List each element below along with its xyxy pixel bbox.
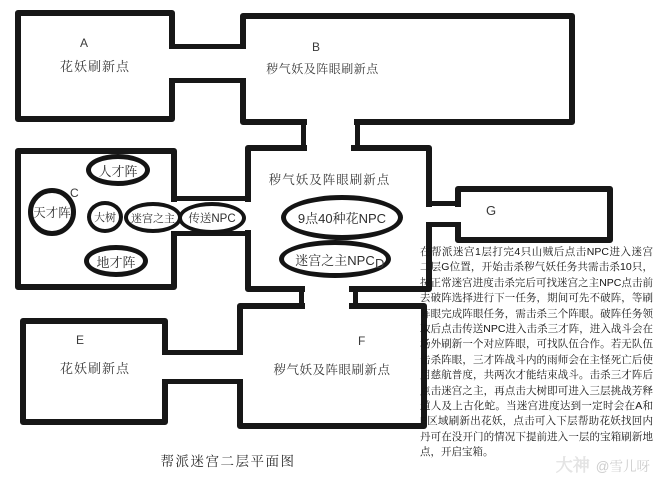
opening-d-top [307,142,351,154]
room-f-letter: F [358,334,366,348]
opening-d-bottom [305,283,349,295]
node-dicai-zhen: 地才阵 [84,245,148,277]
corridor-d-f-wall-left [299,289,304,307]
corridor-b-d-wall-right [355,122,360,148]
node-tiancai-zhen: 天才阵 [28,188,76,236]
room-b-letter: B [312,40,321,54]
opening-f-left [234,355,246,379]
corridor-a-b-wall-top [169,44,243,49]
room-d-text: 秽气妖及阵眼刷新点 [268,173,391,187]
room-a-letter: A [80,36,89,50]
room-e-letter: E [76,333,85,347]
opening-e-right [158,355,170,379]
node-migong-zhizhu: 迷宫之主 [124,202,182,233]
corridor-e-f-wall-top [162,350,240,355]
diagram-caption: 帮派迷宫二层平面图 [160,454,296,469]
corridor-a-b-wall-bottom [169,78,243,83]
corridor-d-g-wall-top [428,201,458,206]
node-zhonghua-npc: 9点40种花NPC [281,195,403,240]
room-e-text: 花妖刷新点 [59,361,130,376]
opening-d-right [426,207,438,222]
corridor-c-d-wall-top [171,196,249,201]
watermark [520,451,650,476]
corridor-d-g-wall-bottom [428,222,458,227]
node-rencai-zhen: 人才阵 [86,154,150,186]
opening-b-bottom [307,116,354,128]
node-da-shu: 大树 [87,201,123,233]
room-a-text: 花妖刷新点 [59,59,130,74]
corridor-d-f-wall-right [353,289,358,307]
watermark-brand: 大神 [555,456,590,475]
opening-g-left [452,207,464,222]
corridor-e-f-wall-bottom [162,379,240,384]
opening-f-top [305,300,349,312]
guide-notes: 在帮派迷宫1层打完4只山贼后点击NPC进入迷宫二层G位置，开始击杀秽气妖任务共需击杀10只，按正常迷宫进度击杀完后可找迷宫之主NPC点击前去破阵选择进行下一任务，期间可先不破阵，等刷阵眼完成阵眼任务，需击杀三个阵眼。破阵任务领取后点击传送NPC进入击杀三才阵，进入战斗会在场外刷新一个对应阵眼，可找队伍合作。若无队伍击杀阵眼，三才阵战斗内的雨师会在主怪死亡后使用慈航普度，共两次才能结束战斗。击杀三才阵后点击迷宫之主，再点击大树即可进入三层挑战芳释道人及上古化蛇。当迷宫进度达到一定时会在A和E区域刷新出花妖，点击可入下层帮助花妖找回内丹可在没开门的情况下提前进入一层的宝箱刷新地点，开启宝箱。 [420,246,653,459]
node-chuansong-npc: 传送NPC [178,202,246,234]
opening-a-right [166,49,178,78]
opening-b-left [237,49,249,78]
node-migong-zhizhu-npc: 迷宫之主NPC [279,240,391,278]
room-g [455,186,613,243]
room-b-text: 秽气妖及阵眼刷新点 [266,62,379,76]
room-c-letter: C [70,186,79,200]
corridor-b-d-wall-left [301,122,306,148]
room-f-text: 秽气妖及阵眼刷新点 [273,363,391,377]
watermark-handle: @雪儿呀 [595,459,650,474]
room-g-letter: G [486,203,497,218]
room-d-letter: D [375,256,385,271]
